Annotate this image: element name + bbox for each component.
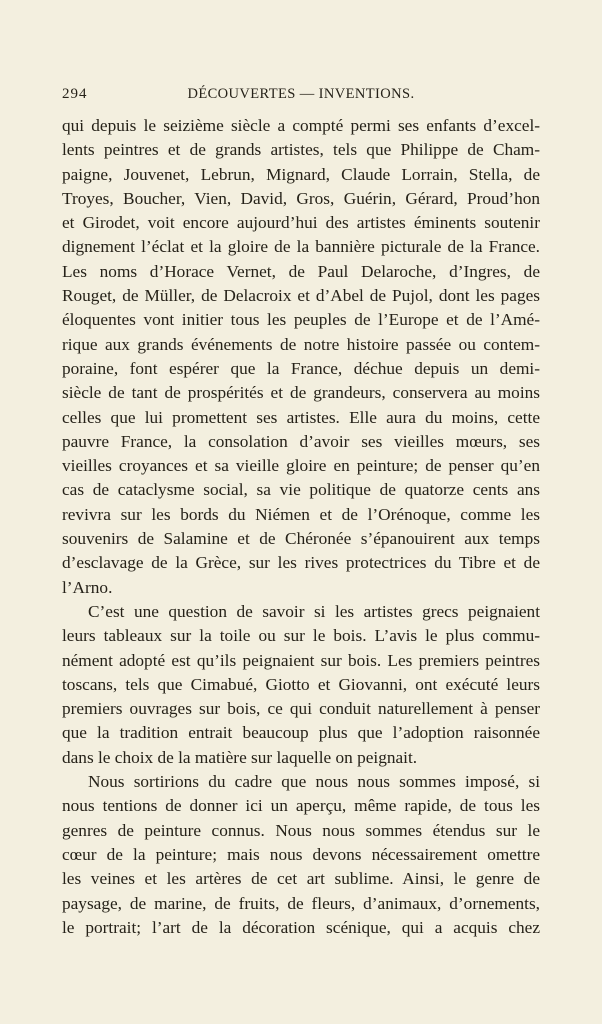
text-line: paigne, Jouvenet, Lebrun, Mignard, Claude Lorrain, Stella, de <box>62 164 540 184</box>
text-line: revivra sur les bords du Niémen et de l’Orénoque, comme les <box>62 504 540 524</box>
text-line: Troyes, Boucher, Vien, David, Gros, Guérin, Gérard, Proud’hon <box>62 188 540 208</box>
text-line: pauvre France, la consolation d’avoir ses vieilles mœurs, ses <box>62 431 540 451</box>
text-line: paysage, de marine, de fruits, de fleurs, d’animaux, d’ornements, <box>62 893 540 913</box>
text-line: premiers ouvrages sur bois, ce qui conduit naturellement à penser <box>62 699 540 719</box>
text-line: qui depuis le seizième siècle a compté permi ses enfants d’excel- <box>62 116 540 135</box>
text-line: poraine, font espérer que la France, déchue depuis un demi- <box>62 358 540 378</box>
text-line: toscans, tels que Cimabué, Giotto et Giovanni, ont exécuté leurs <box>62 674 540 694</box>
text-line: vieilles croyances et sa vieille gloire en peinture; de penser qu’en <box>62 456 540 476</box>
text-line: dignement l’éclat et la gloire de la bannière picturale de la France. <box>62 237 540 257</box>
text-line: rique aux grands événements de notre histoire passée ou contem- <box>62 334 540 354</box>
text-line: cas de cataclysme social, sa vie politique de quatorze cents ans <box>62 480 540 500</box>
text-line: dans le choix de la matière sur laquelle on peignait. <box>62 747 418 767</box>
text-line: leurs tableaux sur la toile ou sur le bois. L’avis le plus commu- <box>62 626 540 646</box>
text-line: éloquentes vont initier tous les peuples de l’Europe et de l’Amé- <box>62 310 540 330</box>
text-line: Rouget, de Müller, de Delacroix et d’Abel de Pujol, dont les pages <box>62 286 540 306</box>
text-line: nément adopté est qu’ils peignaient sur bois. Les premiers peintres <box>62 650 540 670</box>
text-line: C’est une question de savoir si les artistes grecs peignaient <box>88 601 540 621</box>
text-line: que la tradition entrait beaucoup plus que l’adoption raisonnée <box>62 723 540 743</box>
text-line: genres de peinture connus. Nous nous sommes étendus sur le <box>62 820 540 840</box>
text-line: Nous sortirions du cadre que nous nous sommes imposé, si <box>88 772 540 792</box>
paragraph <box>62 114 540 600</box>
text-line: nous tentions de donner ici un aperçu, même rapide, de tous les <box>62 796 540 816</box>
text-line: celles que lui promettent ses artistes. Elle aura du moins, cette <box>62 407 540 427</box>
text-line: souvenirs de Salamine et de Chéronée s’épanouirent aux temps <box>62 529 540 549</box>
body-text <box>62 114 540 940</box>
text-line: siècle de tant de prospérités et de grandeurs, conservera au moins <box>62 383 540 403</box>
text-line: d’esclavage de la Grèce, sur les rives protectrices du Tibre et de <box>62 553 540 573</box>
text-line: lents peintres et de grands artistes, tels que Philippe de Cham- <box>62 140 540 160</box>
text-line: les veines et les artères de cet art sublime. Ainsi, le genre de <box>62 869 540 889</box>
paragraph <box>62 770 540 940</box>
paragraph <box>62 600 540 770</box>
page-number: 294 <box>62 86 88 102</box>
text-line: le portrait; l’art de la décoration scénique, qui a acquis chez <box>62 917 540 937</box>
text-line: et Girodet, voit encore aujourd’hui des artistes éminents soutenir <box>62 213 540 233</box>
text-line: l’Arno. <box>62 577 113 597</box>
text-line: cœur de la peinture; mais nous devons nécessairement omettre <box>62 844 540 864</box>
running-head: DÉCOUVERTES — INVENTIONS. <box>187 86 415 102</box>
text-line: Les noms d’Horace Vernet, de Paul Delaroche, d’Ingres, de <box>62 261 540 281</box>
